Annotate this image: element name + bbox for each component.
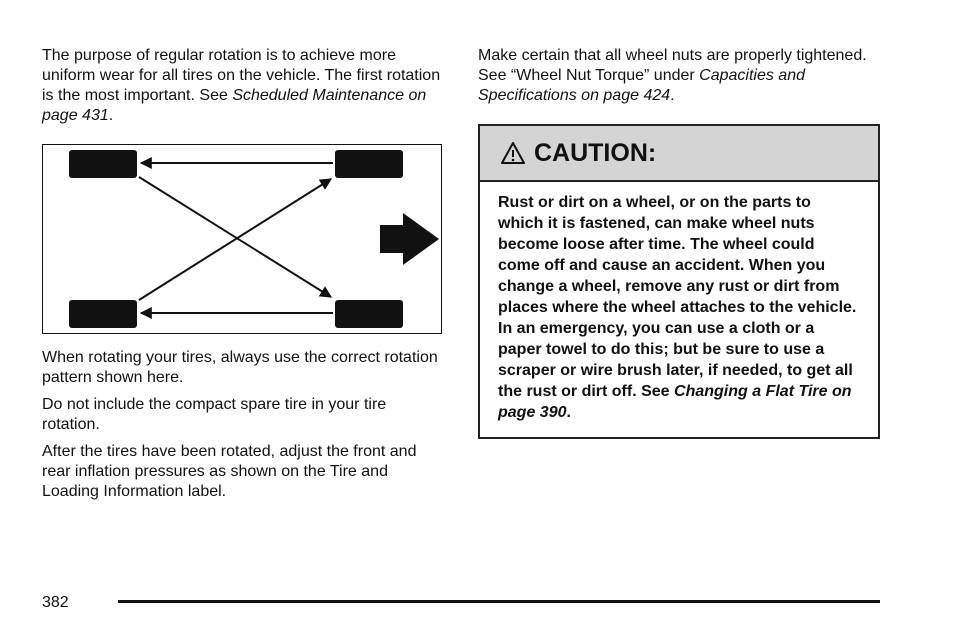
rotation-purpose-paragraph: The purpose of regular rotation is to achieve more uniform wear for all tires on the vehicle. The first rotation is the most important. See Scheduled Maintenance on page 431. (42, 47, 441, 124)
arrow-rear-left-to-front-right (139, 179, 331, 300)
caution-header (480, 126, 878, 182)
caution-body: Rust or dirt on a wheel, or on the parts to which it is fastened, can make wheel nuts become loose after time. The wheel could come off and cause an accident. When you change a wheel, remove any rust or dirt from places where the wheel attaches to the vehicle. In an emergency, you can use a cloth or a paper towel to do this; but be sure to use a scraper or wire brush later, if needed, to get all the rust or dirt off. See Changing a Flat Tire on page 390. (498, 194, 857, 421)
rotation-pattern-graphic (43, 145, 443, 335)
flat-tire-ref: Changing a Flat Tire on page 390 (498, 383, 852, 421)
capacities-ref: Capacities and Specifications on page 424 (478, 67, 805, 104)
tire-rotation-diagram (42, 144, 442, 334)
wheel-nuts-paragraph: Make certain that all wheel nuts are properly tightened. See “Wheel Nut Torque” under Capacities and Specifications on page 424. (478, 47, 867, 104)
arrow-front-left-to-rear-right (139, 177, 331, 297)
caution-title: CAUTION: (534, 139, 657, 167)
forward-direction-arrow-icon (380, 213, 439, 265)
tire-rear-right (335, 300, 403, 328)
inflation-pressure-paragraph: After the tires have been rotated, adjust the front and rear inflation pressures as shown on the Tire and Loading Information label. (42, 443, 417, 500)
compact-spare-paragraph: Do not include the compact spare tire in your tire rotation. (42, 396, 387, 433)
tire-rear-left (69, 300, 137, 328)
warning-triangle-icon (500, 141, 526, 165)
caution-box (478, 124, 880, 439)
left-column (42, 46, 446, 509)
rotation-pattern-paragraph: When rotating your tires, always use the correct rotation pattern shown here. (42, 349, 438, 386)
scheduled-maintenance-ref: Scheduled Maintenance on page 431 (42, 87, 427, 124)
tire-front-right (335, 150, 403, 178)
right-column (478, 46, 880, 439)
tire-front-left (69, 150, 137, 178)
page-number: 382 (42, 594, 69, 611)
footer-rule (118, 600, 880, 603)
